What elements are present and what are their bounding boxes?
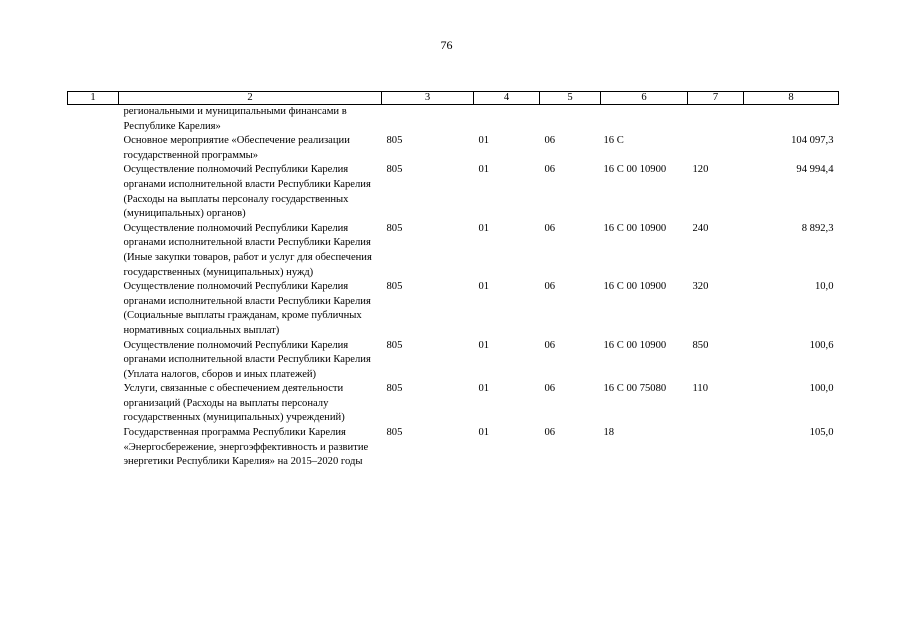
row-section-code: 01	[478, 222, 490, 234]
row-section-code: 01	[478, 383, 490, 395]
row-section-code: 01	[478, 135, 490, 147]
row-target-code: 16 С 00 10900	[603, 222, 667, 234]
row-expense-type: 850	[692, 339, 709, 351]
header-cell-3: 3	[382, 92, 474, 105]
header-cell-1: 1	[68, 92, 119, 105]
table-body	[68, 105, 839, 470]
row-ministry-code: 805	[386, 164, 403, 176]
row-amount: 104 097,3	[791, 135, 834, 147]
row-name: региональными и муниципальными финансами в Республике Карелия»	[123, 106, 347, 132]
row-name: Осуществление полномочий Республики Карелия органами исполнительной власти Республики Карелия (Уплата налогов, сборов и иных платежей)	[123, 339, 371, 380]
table-row	[68, 105, 839, 135]
row-expense-type: 110	[692, 383, 708, 395]
row-amount: 10,0	[814, 281, 834, 293]
table-row	[68, 426, 839, 470]
row-expense-type: 240	[692, 222, 709, 234]
table-row	[68, 163, 839, 221]
row-target-code: 18	[603, 427, 615, 439]
row-name: Осуществление полномочий Республики Карелия органами исполнительной власти Республики Карелия (Расходы на выплаты персоналу государственных (муниципальных) органов)	[123, 164, 371, 220]
row-name: Осуществление полномочий Республики Карелия органами исполнительной власти Республики Карелия (Иные закупки товаров, работ и услуг для обеспечения государственных (муниципальных) нужд)	[123, 222, 372, 278]
row-ministry-code: 805	[386, 383, 403, 395]
table-header	[68, 92, 839, 105]
row-subsection-code: 06	[544, 427, 556, 439]
row-expense-type	[688, 426, 744, 470]
row-amount	[744, 105, 839, 135]
row-expense-type: 320	[692, 281, 709, 293]
row-expense-type: 120	[692, 164, 709, 176]
row-ministry-code: 805	[386, 222, 403, 234]
budget-table	[67, 91, 839, 470]
row-name: Основное мероприятие «Обеспечение реализации государственной программы»	[123, 135, 350, 161]
row-target-code: 16 С 00 10900	[603, 281, 667, 293]
header-cell-5: 5	[540, 92, 601, 105]
table-row	[68, 339, 839, 383]
page-number: 76	[440, 38, 453, 52]
row-ministry-code: 805	[386, 339, 403, 351]
row-amount: 105,0	[809, 427, 834, 439]
row-ministry-code	[382, 105, 474, 135]
header-cell-4: 4	[474, 92, 540, 105]
table-row	[68, 222, 839, 280]
row-subsection-code: 06	[544, 281, 556, 293]
row-ministry-code: 805	[386, 281, 403, 293]
row-subsection-code: 06	[544, 383, 556, 395]
row-expense-type	[688, 105, 744, 135]
row-section-code	[474, 105, 540, 135]
row-amount: 100,6	[809, 339, 834, 351]
row-target-code: 16 С	[603, 135, 624, 147]
row-section-code: 01	[478, 427, 490, 439]
header-cell-2: 2	[119, 92, 382, 105]
row-expense-type	[688, 134, 744, 163]
row-name: Государственная программа Республики Карелия «Энергосбережение, энергоэффективность и развитие энергетики Республики Карелия» на 2015–2020 годы	[123, 427, 369, 468]
row-amount: 94 994,4	[796, 164, 834, 176]
row-subsection-code: 06	[544, 135, 556, 147]
row-section-code: 01	[478, 339, 490, 351]
row-ministry-code: 805	[386, 427, 403, 439]
row-target-code: 16 С 00 10900	[603, 339, 667, 351]
row-section-code: 01	[478, 164, 490, 176]
row-name: Услуги, связанные с обеспечением деятельности организаций (Расходы на выплаты персоналу государственных (муниципальных) учреждений)	[123, 383, 345, 424]
table-row	[68, 382, 839, 426]
header-cell-7: 7	[688, 92, 744, 105]
row-target-code: 16 С 00 10900	[603, 164, 667, 176]
row-target-code	[601, 105, 688, 135]
row-name: Осуществление полномочий Республики Карелия органами исполнительной власти Республики Карелия (Социальные выплаты гражданам, кроме публичных нормативных социальных выплат)	[123, 281, 371, 336]
row-amount: 100,0	[809, 383, 834, 395]
header-cell-8: 8	[744, 92, 839, 105]
row-target-code: 16 С 00 75080	[603, 383, 667, 395]
row-ministry-code: 805	[386, 135, 403, 147]
row-subsection-code: 06	[544, 222, 556, 234]
table-row	[68, 280, 839, 338]
row-subsection-code: 06	[544, 339, 556, 351]
row-section-code: 01	[478, 281, 490, 293]
row-subsection-code: 06	[544, 164, 556, 176]
header-row	[68, 92, 839, 105]
header-cell-6: 6	[601, 92, 688, 105]
row-amount: 8 892,3	[801, 222, 834, 234]
row-subsection-code	[540, 105, 601, 135]
table-row	[68, 134, 839, 163]
